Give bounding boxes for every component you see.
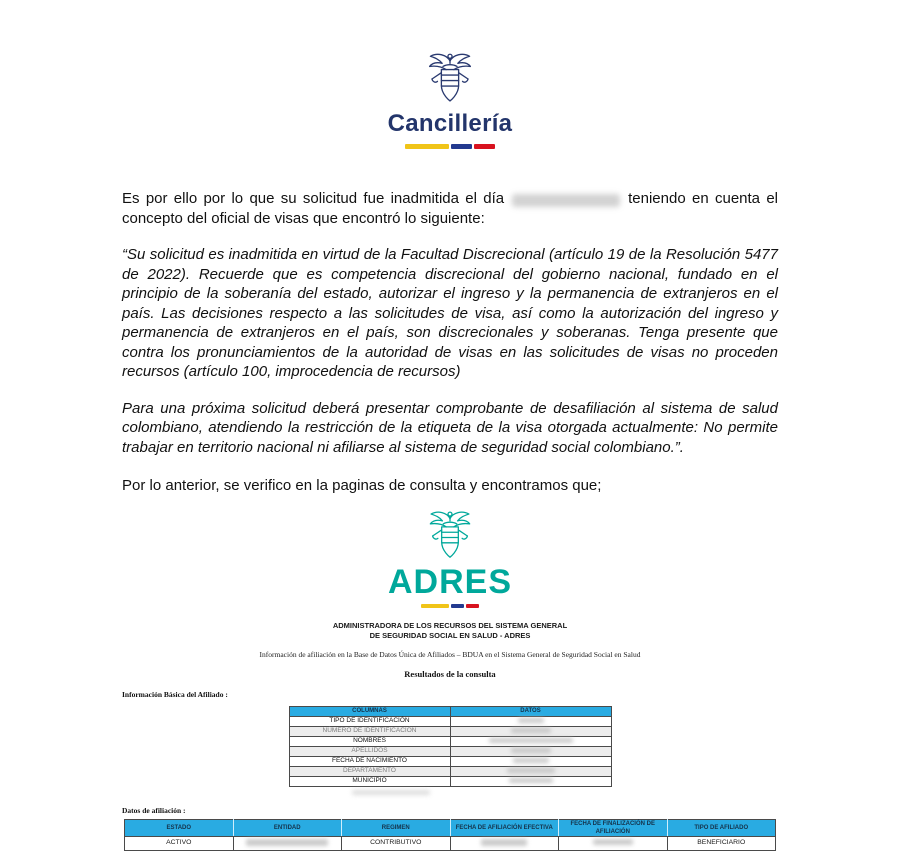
table-row <box>289 746 611 756</box>
quote-discretional-faculty: “Su solicitud es inadmitida en virtud de la Facultad Discrecional (artículo 19 de la Resolución 5477 de 2022). Recuerde que es competencia discrecional del gobierno nacional, fundado en el principio de la soberanía del estado, autorizar el ingreso y la permanencia de extranjeros en el país. Las decisiones respecto a las solicitudes de visa, así como la autorización del ingreso y permanencia de extranjeros en el país, son discrecionales y soberanas. Tenga presente que contra los pronunciamientos de la autoridad de visas en las solicitudes de visas no proceden recursos (artículo 100, improcedencia de recursos) <box>122 246 778 380</box>
adres-coat-of-arms-icon <box>422 508 478 564</box>
table-header-row <box>289 706 611 716</box>
table-row <box>125 836 776 850</box>
column-header-entidad: ENTIDAD <box>233 819 342 836</box>
redacted-value <box>507 768 555 773</box>
column-header-tipo-afiliado: TIPO DE AFILIADO <box>667 819 776 836</box>
row-value <box>450 726 611 736</box>
column-header-regimen: REGIMEN <box>342 819 451 836</box>
redacted-value <box>511 748 551 753</box>
adres-org-name <box>0 621 900 641</box>
redacted-value <box>518 718 544 723</box>
redacted-value <box>481 839 527 846</box>
row-value <box>450 716 611 726</box>
cell-fecha-finalizacion <box>559 836 668 850</box>
cell-tipo-afiliado: BENEFICIARIO <box>667 836 776 850</box>
row-value <box>450 766 611 776</box>
affiliation-data-label: Datos de afiliación : <box>122 805 186 815</box>
paragraph-inadmission-after: teniendo en cuenta el concepto del oficial de visas que encontró lo siguiente: <box>122 190 779 227</box>
adres-org-line1: ADMINISTRADORA DE LOS RECURSOS DEL SISTEMA GENERAL <box>332 620 568 630</box>
flag-blue-band <box>451 604 464 608</box>
row-label: DEPARTAMENTO <box>289 766 450 776</box>
paragraph-inadmission-before: Es por ello por lo que su solicitud fue inadmitida el día <box>122 190 505 207</box>
table-row <box>289 736 611 746</box>
flag-yellow-band <box>405 144 449 149</box>
column-header-fecha-finalizacion: FECHA DE FINALIZACIÓN DE AFILIACIÓN <box>559 819 668 836</box>
adres-flag-stripe <box>0 604 900 608</box>
redacted-value <box>489 738 573 743</box>
cell-entidad <box>233 836 342 850</box>
table-row <box>289 766 611 776</box>
column-header-datos: DATOS <box>450 706 611 716</box>
table-row <box>289 756 611 766</box>
basic-info-label: Información Básica del Afiliado : <box>122 689 228 699</box>
bdua-info-line: Información de afiliación en la Base de Datos Única de Afiliados – BDUA en el Sistema General de Seguridad Social en Salud <box>259 649 641 659</box>
redacted-value <box>511 728 551 733</box>
row-value <box>450 746 611 756</box>
row-label: NÚMERO DE IDENTIFICACIÓN <box>289 726 450 736</box>
flag-blue-band <box>451 144 472 149</box>
redacted-value <box>246 839 328 846</box>
redacted-value <box>513 758 549 763</box>
row-label: APELLIDOS <box>289 746 450 756</box>
flag-yellow-band <box>421 604 449 608</box>
column-header-estado: ESTADO <box>125 819 234 836</box>
results-title: Resultados de la consulta <box>404 668 496 679</box>
paragraph-verification: Por lo anterior, se verifico en la paginas de consulta y encontramos que; <box>122 477 602 494</box>
cell-fecha-afiliacion <box>450 836 559 850</box>
column-header-columnas: COLUMNAS <box>289 706 450 716</box>
adres-capture <box>0 508 900 851</box>
quote-next-application: Para una próxima solicitud deberá presentar comprobante de desafiliación al sistema de salud colombiano, atendiendo la restricción de la etiqueta de la visa otorgada actualmente: No permite trabajar en territorio nacional ni afiliarse al sistema de seguridad social colombiano.”. <box>122 399 778 456</box>
redacted-value <box>509 778 553 783</box>
cell-regimen: CONTRIBUTIVO <box>342 836 451 850</box>
row-value <box>450 736 611 746</box>
table-row <box>289 726 611 736</box>
affiliation-table <box>124 819 776 851</box>
table-header-row <box>125 819 776 836</box>
row-value <box>450 756 611 766</box>
row-label: FECHA DE NACIMIENTO <box>289 756 450 766</box>
letter-body <box>122 189 778 496</box>
cell-estado: ACTIVO <box>125 836 234 850</box>
paragraph-inadmission <box>122 189 778 228</box>
cancilleria-coat-of-arms-icon <box>421 50 479 108</box>
row-label: NOMBRES <box>289 736 450 746</box>
flag-red-band <box>466 604 479 608</box>
colombia-flag-stripe <box>0 144 900 149</box>
adres-org-line2: DE SEGURIDAD SOCIAL EN SALUD - ADRES <box>369 630 531 640</box>
cancilleria-wordmark: Cancillería <box>387 110 513 137</box>
table-row <box>289 716 611 726</box>
flag-red-band <box>474 144 495 149</box>
adres-wordmark: ADRES <box>387 562 513 601</box>
row-value <box>450 776 611 786</box>
redacted-date <box>512 194 620 207</box>
row-label: TIPO DE IDENTIFICACIÓN <box>289 716 450 726</box>
table-row <box>289 776 611 786</box>
basic-info-table <box>289 706 612 787</box>
column-header-fecha-afiliacion: FECHA DE AFILIACIÓN EFECTIVA <box>450 819 559 836</box>
row-label: MUNICIPIO <box>289 776 450 786</box>
cancilleria-letterhead <box>0 0 900 149</box>
redacted-value <box>593 839 633 845</box>
redacted-smudge <box>352 790 430 795</box>
